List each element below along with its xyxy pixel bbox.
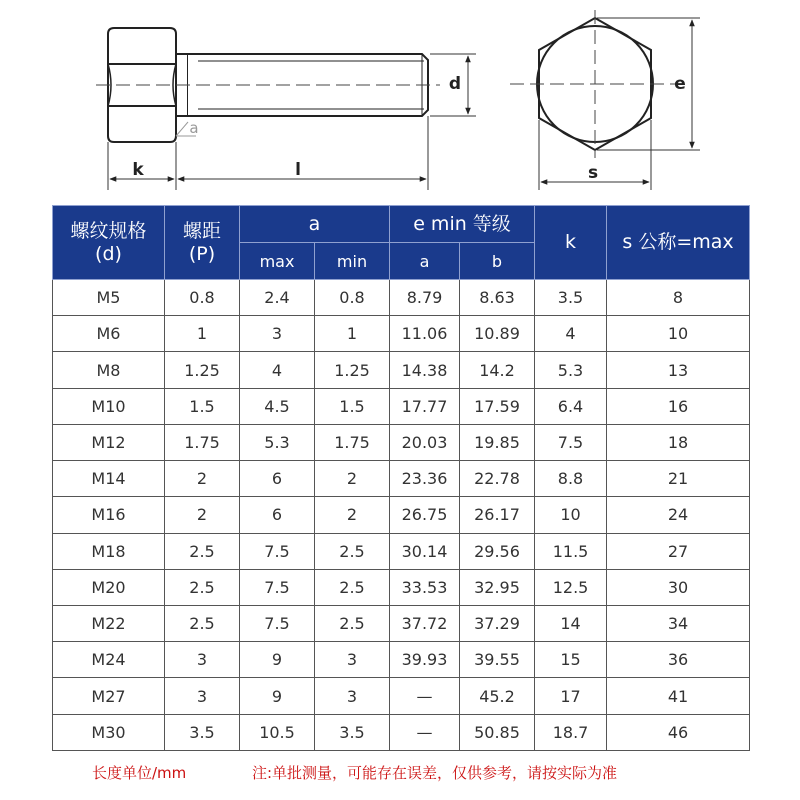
- cell-pitch: 0.8: [165, 280, 240, 316]
- cell-s-nominal: 8: [607, 280, 750, 316]
- cell-k: 7.5: [535, 424, 607, 460]
- cell-s-nominal: 27: [607, 533, 750, 569]
- cell-k: 11.5: [535, 533, 607, 569]
- cell-pitch: 3: [165, 642, 240, 678]
- cell-k: 5.3: [535, 352, 607, 388]
- cell-thread-spec: M12: [53, 424, 165, 460]
- cell-a-min: 2.5: [315, 533, 390, 569]
- cell-a-max: 2.4: [240, 280, 315, 316]
- cell-s-nominal: 24: [607, 497, 750, 533]
- cell-thread-spec: M10: [53, 388, 165, 424]
- cell-e-min-b: 10.89: [460, 316, 535, 352]
- table-row: [53, 352, 750, 388]
- disclaimer-note: 注:单批测量，可能存在误差，仅供参考，请按实际为准: [252, 764, 618, 782]
- cell-s-nominal: 16: [607, 388, 750, 424]
- cell-e-min-b: 32.95: [460, 569, 535, 605]
- cell-thread-spec: M6: [53, 316, 165, 352]
- cell-thread-spec: M14: [53, 461, 165, 497]
- cell-thread-spec: M27: [53, 678, 165, 714]
- table-body: [53, 280, 750, 751]
- header-e-grade-a: a: [390, 243, 460, 280]
- table-row: [53, 605, 750, 641]
- cell-k: 17: [535, 678, 607, 714]
- header-pitch: [165, 206, 240, 280]
- header-pitch-symbol: (P): [188, 242, 216, 265]
- header-a-min: min: [315, 243, 390, 280]
- unit-note: 长度单位/mm: [92, 764, 187, 782]
- cell-k: 8.8: [535, 461, 607, 497]
- cell-pitch: 2: [165, 461, 240, 497]
- cell-thread-spec: M22: [53, 605, 165, 641]
- cell-k: 14: [535, 605, 607, 641]
- cell-s-nominal: 13: [607, 352, 750, 388]
- cell-pitch: 1.5: [165, 388, 240, 424]
- cell-a-max: 6: [240, 461, 315, 497]
- cell-pitch: 3: [165, 678, 240, 714]
- cell-e-min-a: 8.79: [390, 280, 460, 316]
- cell-pitch: 1.25: [165, 352, 240, 388]
- cell-pitch: 1: [165, 316, 240, 352]
- cell-a-max: 7.5: [240, 533, 315, 569]
- cell-thread-spec: M24: [53, 642, 165, 678]
- header-thread-spec-symbol: (d): [95, 242, 122, 265]
- label-l: l: [295, 160, 301, 180]
- table-row: [53, 569, 750, 605]
- cell-a-min: 2: [315, 497, 390, 533]
- cell-e-min-a: 14.38: [390, 352, 460, 388]
- bolt-technical-drawing: [0, 0, 800, 200]
- cell-k: 4: [535, 316, 607, 352]
- cell-pitch: 1.75: [165, 424, 240, 460]
- cell-a-max: 9: [240, 678, 315, 714]
- cell-e-min-b: 26.17: [460, 497, 535, 533]
- cell-s-nominal: 18: [607, 424, 750, 460]
- cell-pitch: 3.5: [165, 714, 240, 750]
- cell-a-max: 4.5: [240, 388, 315, 424]
- cell-a-min: 2.5: [315, 605, 390, 641]
- cell-e-min-b: 19.85: [460, 424, 535, 460]
- label-a: a: [189, 119, 199, 137]
- cell-a-max: 3: [240, 316, 315, 352]
- cell-a-min: 2.5: [315, 569, 390, 605]
- cell-e-min-a: 37.72: [390, 605, 460, 641]
- header-pitch-label: 螺距: [182, 219, 221, 242]
- cell-thread-spec: M20: [53, 569, 165, 605]
- cell-a-min: 1.75: [315, 424, 390, 460]
- cell-a-min: 3: [315, 642, 390, 678]
- label-d: d: [448, 74, 462, 94]
- cell-a-max: 9: [240, 642, 315, 678]
- header-e-min-grade: e min 等级: [390, 206, 535, 243]
- cell-pitch: 2.5: [165, 533, 240, 569]
- cell-e-min-a: 20.03: [390, 424, 460, 460]
- cell-a-min: 1.25: [315, 352, 390, 388]
- cell-thread-spec: M8: [53, 352, 165, 388]
- cell-k: 6.4: [535, 388, 607, 424]
- cell-e-min-b: 17.59: [460, 388, 535, 424]
- cell-k: 3.5: [535, 280, 607, 316]
- cell-e-min-b: 29.56: [460, 533, 535, 569]
- cell-e-min-b: 45.2: [460, 678, 535, 714]
- hex-bolt-spec-table: [52, 205, 750, 751]
- cell-a-max: 6: [240, 497, 315, 533]
- table-row: [53, 497, 750, 533]
- table-row: [53, 316, 750, 352]
- cell-a-max: 10.5: [240, 714, 315, 750]
- header-s-nominal: s 公称=max: [607, 206, 750, 280]
- cell-s-nominal: 36: [607, 642, 750, 678]
- label-s: s: [587, 163, 599, 183]
- cell-a-min: 1: [315, 316, 390, 352]
- header-thread-spec-label: 螺纹规格: [70, 219, 147, 242]
- cell-thread-spec: M5: [53, 280, 165, 316]
- label-k: k: [132, 160, 144, 180]
- cell-s-nominal: 21: [607, 461, 750, 497]
- cell-k: 10: [535, 497, 607, 533]
- cell-k: 18.7: [535, 714, 607, 750]
- cell-s-nominal: 34: [607, 605, 750, 641]
- cell-s-nominal: 30: [607, 569, 750, 605]
- cell-e-min-a: —: [390, 714, 460, 750]
- cell-k: 12.5: [535, 569, 607, 605]
- cell-a-max: 5.3: [240, 424, 315, 460]
- cell-e-min-b: 22.78: [460, 461, 535, 497]
- table-row: [53, 424, 750, 460]
- header-e-grade-b: b: [460, 243, 535, 280]
- cell-e-min-b: 39.55: [460, 642, 535, 678]
- table-header: [53, 206, 750, 280]
- table-row: [53, 280, 750, 316]
- cell-pitch: 2: [165, 497, 240, 533]
- cell-k: 15: [535, 642, 607, 678]
- cell-e-min-b: 37.29: [460, 605, 535, 641]
- cell-thread-spec: M18: [53, 533, 165, 569]
- cell-thread-spec: M30: [53, 714, 165, 750]
- table-row: [53, 461, 750, 497]
- cell-s-nominal: 41: [607, 678, 750, 714]
- cell-e-min-a: —: [390, 678, 460, 714]
- cell-a-min: 1.5: [315, 388, 390, 424]
- cell-a-min: 3: [315, 678, 390, 714]
- cell-a-min: 2: [315, 461, 390, 497]
- cell-a-min: 0.8: [315, 280, 390, 316]
- cell-a-max: 4: [240, 352, 315, 388]
- cell-a-max: 7.5: [240, 569, 315, 605]
- table-row: [53, 714, 750, 750]
- header-a: a: [240, 206, 390, 243]
- cell-e-min-b: 50.85: [460, 714, 535, 750]
- cell-e-min-a: 17.77: [390, 388, 460, 424]
- cell-e-min-a: 30.14: [390, 533, 460, 569]
- cell-a-max: 7.5: [240, 605, 315, 641]
- header-a-max: max: [240, 243, 315, 280]
- cell-pitch: 2.5: [165, 569, 240, 605]
- table-row: [53, 678, 750, 714]
- cell-thread-spec: M16: [53, 497, 165, 533]
- cell-e-min-b: 8.63: [460, 280, 535, 316]
- header-thread-spec: [53, 206, 165, 280]
- header-k: k: [535, 206, 607, 280]
- cell-e-min-b: 14.2: [460, 352, 535, 388]
- cell-e-min-a: 23.36: [390, 461, 460, 497]
- cell-pitch: 2.5: [165, 605, 240, 641]
- cell-e-min-a: 11.06: [390, 316, 460, 352]
- cell-e-min-a: 39.93: [390, 642, 460, 678]
- table-row: [53, 533, 750, 569]
- cell-e-min-a: 26.75: [390, 497, 460, 533]
- cell-s-nominal: 46: [607, 714, 750, 750]
- cell-e-min-a: 33.53: [390, 569, 460, 605]
- table-row: [53, 642, 750, 678]
- cell-a-min: 3.5: [315, 714, 390, 750]
- cell-s-nominal: 10: [607, 316, 750, 352]
- label-e: e: [674, 74, 686, 94]
- table-row: [53, 388, 750, 424]
